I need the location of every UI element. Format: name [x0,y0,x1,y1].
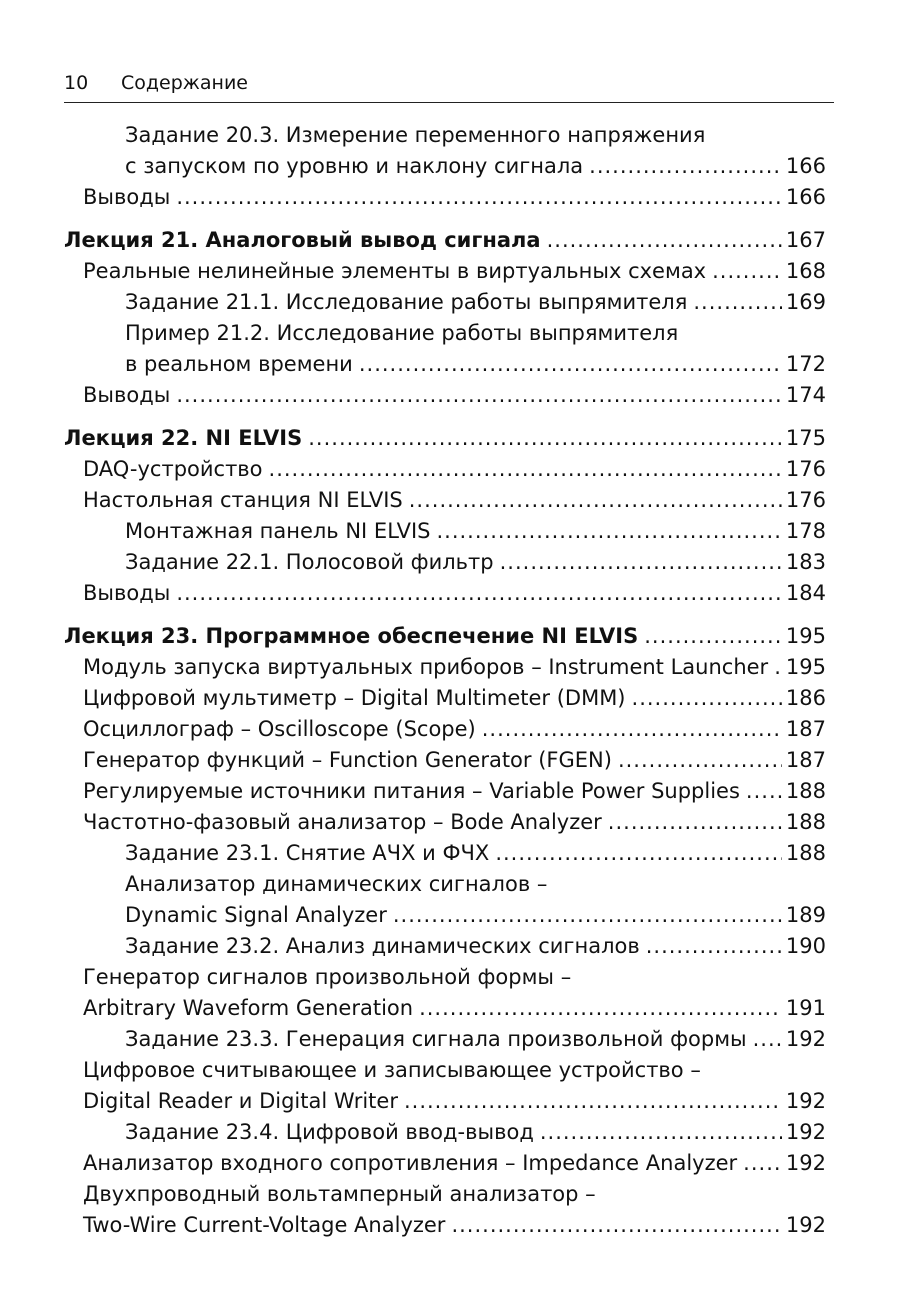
toc-entry-page: 176 [785,457,826,481]
toc-entry[interactable] [64,287,826,318]
dot-leader [176,380,782,411]
dot-leader [632,683,782,714]
toc-entry[interactable] [64,1055,826,1086]
toc-entry-page: 195 [785,655,826,679]
toc-entry[interactable] [64,485,826,516]
toc-entry-title: Лекция 23. Программное обеспечение NI ELVIS [64,624,639,648]
dot-leader [404,1086,782,1117]
toc-lecture-entry[interactable] [64,423,826,454]
toc-entry[interactable] [64,318,826,349]
dot-leader [693,287,782,318]
toc-entry-title: Двухпроводный вольтамперный анализатор – [83,1182,596,1206]
toc-entry-title: Задание 23.4. Цифровой ввод-вывод [125,1120,534,1144]
toc-entry[interactable] [64,1179,826,1210]
toc-entry[interactable] [64,578,826,609]
dot-leader [409,485,782,516]
dot-leader [608,807,782,838]
toc-entry-title: Настольная станция NI ELVIS [83,488,403,512]
toc-entry-title: Задание 23.3. Генерация сигнала произвольной формы [125,1027,747,1051]
dot-leader [436,516,781,547]
toc-entry-page: 166 [785,185,826,209]
running-head [64,68,834,103]
toc-entry[interactable] [64,745,826,776]
toc-entry-title: Регулируемые источники питания – Variable Power Supplies [83,779,740,803]
toc-entry[interactable] [64,993,826,1024]
toc-entry-page: 175 [785,426,826,450]
toc-entry[interactable] [64,120,826,151]
toc-entry[interactable] [64,256,826,287]
dot-leader [482,714,782,745]
toc-entry[interactable] [64,962,826,993]
toc-entry-title: Пример 21.2. Исследование работы выпрямителя [125,321,679,345]
toc-entry-title: Генератор функций – Function Generator (FGEN) [83,748,612,772]
toc-entry-title: Цифровое считывающее и записывающее устройство – [83,1058,701,1082]
section-title: Содержание [121,72,248,94]
table-of-contents [64,120,826,1241]
dot-leader [743,1148,782,1179]
dot-leader [419,993,782,1024]
toc-entry-title: Анализатор входного сопротивления – Impedance Analyzer [83,1151,738,1175]
toc-entry-page: 190 [785,934,826,958]
toc-entry-title: Задание 23.1. Снятие АЧХ и ФЧХ [125,841,490,865]
toc-entry-page: 195 [785,624,826,648]
toc-entry-page: 187 [785,748,826,772]
toc-entry-page: 167 [785,228,826,252]
dot-leader [308,423,782,454]
toc-entry[interactable] [64,900,826,931]
toc-entry-page: 176 [785,488,826,512]
dot-leader [359,349,782,380]
toc-entry-page: 183 [785,550,826,574]
toc-entry-title: Генератор сигналов произвольной формы – [83,965,572,989]
toc-entry-page: 189 [785,903,826,927]
toc-entry-title: Выводы [83,185,171,209]
toc-entry[interactable] [64,151,826,182]
toc-entry-title: Задание 22.1. Полосовой фильтр [125,550,494,574]
dot-leader [589,151,782,182]
toc-entry[interactable] [64,454,826,485]
dot-leader [753,1024,782,1055]
toc-entry[interactable] [64,807,826,838]
toc-entry-title: Digital Reader и Digital Writer [83,1089,398,1113]
toc-entry-page: 172 [785,352,826,376]
toc-lecture-entry[interactable] [64,225,826,256]
toc-entry-page: 192 [785,1213,826,1237]
toc-entry[interactable] [64,182,826,213]
dot-leader [500,547,782,578]
toc-entry-title: Анализатор динамических сигналов – [125,872,548,896]
toc-entry-title: DAQ-устройство [83,457,263,481]
dot-leader [547,225,782,256]
toc-entry-page: 186 [785,686,826,710]
toc-entry-page: 192 [785,1027,826,1051]
toc-entry-page: 178 [785,519,826,543]
toc-entry[interactable] [64,547,826,578]
dot-leader [451,1210,781,1241]
toc-entry-title: Выводы [83,581,171,605]
dot-leader [269,454,782,485]
toc-entry-page: 166 [785,154,826,178]
toc-entry[interactable] [64,869,826,900]
toc-entry-title: с запуском по уровню и наклону сигнала [125,154,584,178]
toc-entry-page: 191 [785,996,826,1020]
toc-entry[interactable] [64,652,826,683]
dot-leader [495,838,782,869]
toc-entry[interactable] [64,1024,826,1055]
toc-entry-title: Лекция 21. Аналоговый вывод сигнала [64,228,541,252]
toc-entry-title: Частотно-фазовый анализатор – Bode Analyzer [83,810,602,834]
toc-entry-title: Цифровой мультиметр – Digital Multimeter (DMM) [83,686,626,710]
dot-leader [712,256,782,287]
toc-entry[interactable] [64,776,826,807]
toc-entry[interactable] [64,349,826,380]
toc-entry-page: 188 [785,779,826,803]
toc-lecture-entry[interactable] [64,621,826,652]
toc-entry-page: 168 [785,259,826,283]
toc-entry-title: Модуль запуска виртуальных приборов – Instrument Launcher [83,655,769,679]
toc-entry[interactable] [64,714,826,745]
dot-leader [774,652,782,683]
dot-leader [176,182,782,213]
toc-entry-page: 184 [785,581,826,605]
toc-entry[interactable] [64,683,826,714]
toc-entry-title: в реальном времени [125,352,353,376]
toc-entry-title: Реальные нелинейные элементы в виртуальных схемах [83,259,707,283]
toc-entry-page: 188 [785,810,826,834]
toc-entry-title: Задание 20.3. Измерение переменного напряжения [125,123,706,147]
dot-leader [176,578,782,609]
toc-entry-title: Монтажная панель NI ELVIS [125,519,431,543]
toc-entry[interactable] [64,1148,826,1179]
page-number: 10 [64,72,89,94]
toc-entry-page: 169 [785,290,826,314]
toc-entry-title: Задание 21.1. Исследование работы выпрямителя [125,290,688,314]
toc-entry[interactable] [64,516,826,547]
toc-entry-title: Dynamic Signal Analyzer [125,903,387,927]
toc-entry[interactable] [64,931,826,962]
toc-entry-page: 192 [785,1089,826,1113]
toc-entry-page: 188 [785,841,826,865]
toc-entry[interactable] [64,838,826,869]
dot-leader [646,931,782,962]
toc-entry[interactable] [64,1117,826,1148]
toc-entry-page: 192 [785,1120,826,1144]
toc-entry-title: Лекция 22. NI ELVIS [64,426,303,450]
toc-entry-title: Осциллограф – Oscilloscope (Scope) [83,717,476,741]
toc-entry[interactable] [64,1210,826,1241]
dot-leader [540,1117,782,1148]
toc-entry-page: 174 [785,383,826,407]
toc-entry-page: 187 [785,717,826,741]
toc-entry[interactable] [64,1086,826,1117]
dot-leader [618,745,782,776]
dot-leader [393,900,782,931]
toc-entry[interactable] [64,380,826,411]
toc-entry-page: 192 [785,1151,826,1175]
toc-entry-title: Two-Wire Current-Voltage Analyzer [83,1213,446,1237]
toc-entry-title: Выводы [83,383,171,407]
dot-leader [644,621,782,652]
dot-leader [746,776,782,807]
toc-entry-title: Задание 23.2. Анализ динамических сигналов [125,934,640,958]
toc-entry-title: Arbitrary Waveform Generation [83,996,414,1020]
